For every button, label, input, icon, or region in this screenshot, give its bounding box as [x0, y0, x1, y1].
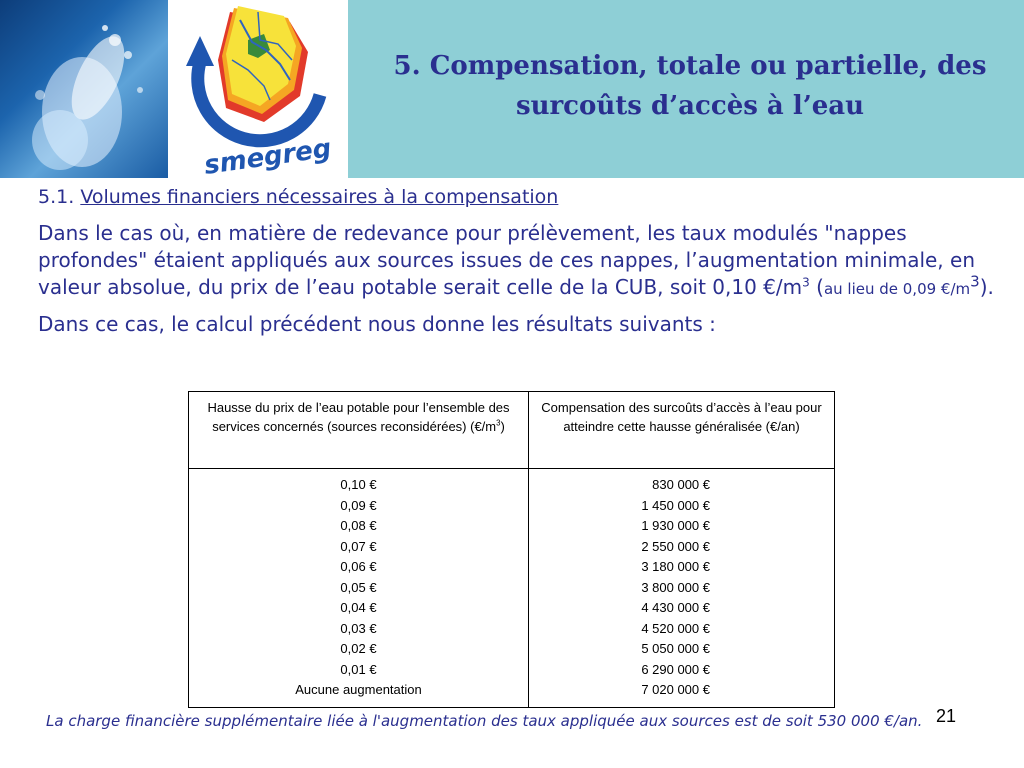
table-cell-amount: 2 550 000 € — [641, 538, 710, 554]
table-cell-price: 0,09 € — [340, 497, 377, 513]
table-cell-price: 0,07 € — [340, 538, 377, 554]
title-line-2: surcoûts d’accès à l’eau — [515, 91, 865, 121]
table-cell-price: 0,05 € — [340, 579, 377, 595]
title-line-1: 5. Compensation, totale ou partielle, des — [393, 51, 987, 81]
paren-close: ). — [979, 275, 994, 299]
table-cell-amount: 6 290 000 € — [641, 661, 710, 677]
table-cell-amount: 1 930 000 € — [641, 518, 710, 533]
col1-header-end: ) — [500, 419, 505, 434]
page-number: 21 — [936, 706, 957, 726]
paragraph-2: Dans ce cas, le calcul précédent nous donne les résultats suivants : — [38, 312, 716, 336]
water-splash-image — [0, 0, 168, 178]
paren-open: ( — [809, 275, 824, 299]
price-column — [189, 469, 529, 708]
table-cell-price: 0,03 € — [340, 620, 377, 636]
section-label: Volumes financiers nécessaires à la compensation — [80, 186, 559, 208]
table-cell-price: 0,10 € — [340, 477, 377, 492]
table-header-price — [189, 392, 529, 469]
superscript: 3 — [802, 275, 810, 290]
section-number: 5.1. — [38, 186, 75, 208]
table-cell-price: 0,04 € — [340, 600, 377, 615]
results-table — [188, 391, 835, 708]
table-cell-amount: 830 000 € — [652, 477, 710, 492]
amount-column — [529, 469, 835, 708]
table-header-compensation: Compensation des surcoûts d’accès à l’eau pour atteindre cette hausse généralisée (€/an) — [529, 392, 835, 469]
table-cell-price: Aucune augmentation — [295, 682, 422, 697]
table-cell-amount: 5 050 000 € — [641, 641, 710, 656]
logo-wordmark: smegreg — [202, 133, 334, 178]
table-cell-price: 0,01 € — [340, 661, 377, 677]
paragraph-1-text: Dans le cas où, en matière de redevance pour prélèvement, les taux modulés "nappes profondes" étaient appliqués aux sources issues de ces nappes, l’augmentation minimale, en valeur absolue, du prix de l’eau potable serait celle de la CUB, soit 0,10 €/m — [38, 221, 976, 299]
table-cell-price: 0,06 € — [340, 559, 377, 574]
paragraph-1 — [38, 220, 998, 303]
superscript: 3 — [496, 418, 501, 428]
table-cell-amount: 4 520 000 € — [641, 620, 710, 636]
table-cell-price: 0,08 € — [340, 518, 377, 533]
table-cell-amount: 3 800 000 € — [641, 579, 710, 595]
table-cell-amount: 1 450 000 € — [641, 497, 710, 513]
footnote: La charge financière supplémentaire liée à l'augmentation des taux appliquée aux sources est de soit 530 000 €/an. — [46, 712, 923, 730]
table-cell-price: 0,02 € — [340, 641, 377, 656]
table-cell-amount: 7 020 000 € — [641, 682, 710, 697]
col1-header-text: Hausse du prix de l’eau potable pour l’ensemble des services concernés (sources reconsidérées) (€/m — [207, 400, 510, 434]
section-heading — [38, 186, 998, 208]
table-cell-amount: 4 430 000 € — [641, 600, 710, 615]
paragraph-1-note: au lieu de 0,09 €/m — [823, 280, 971, 298]
smegreg-logo — [168, 0, 348, 178]
table-cell-amount: 3 180 000 € — [641, 559, 710, 574]
page-title — [362, 46, 1018, 126]
slide-content — [38, 186, 998, 346]
superscript: 3 — [970, 272, 980, 291]
